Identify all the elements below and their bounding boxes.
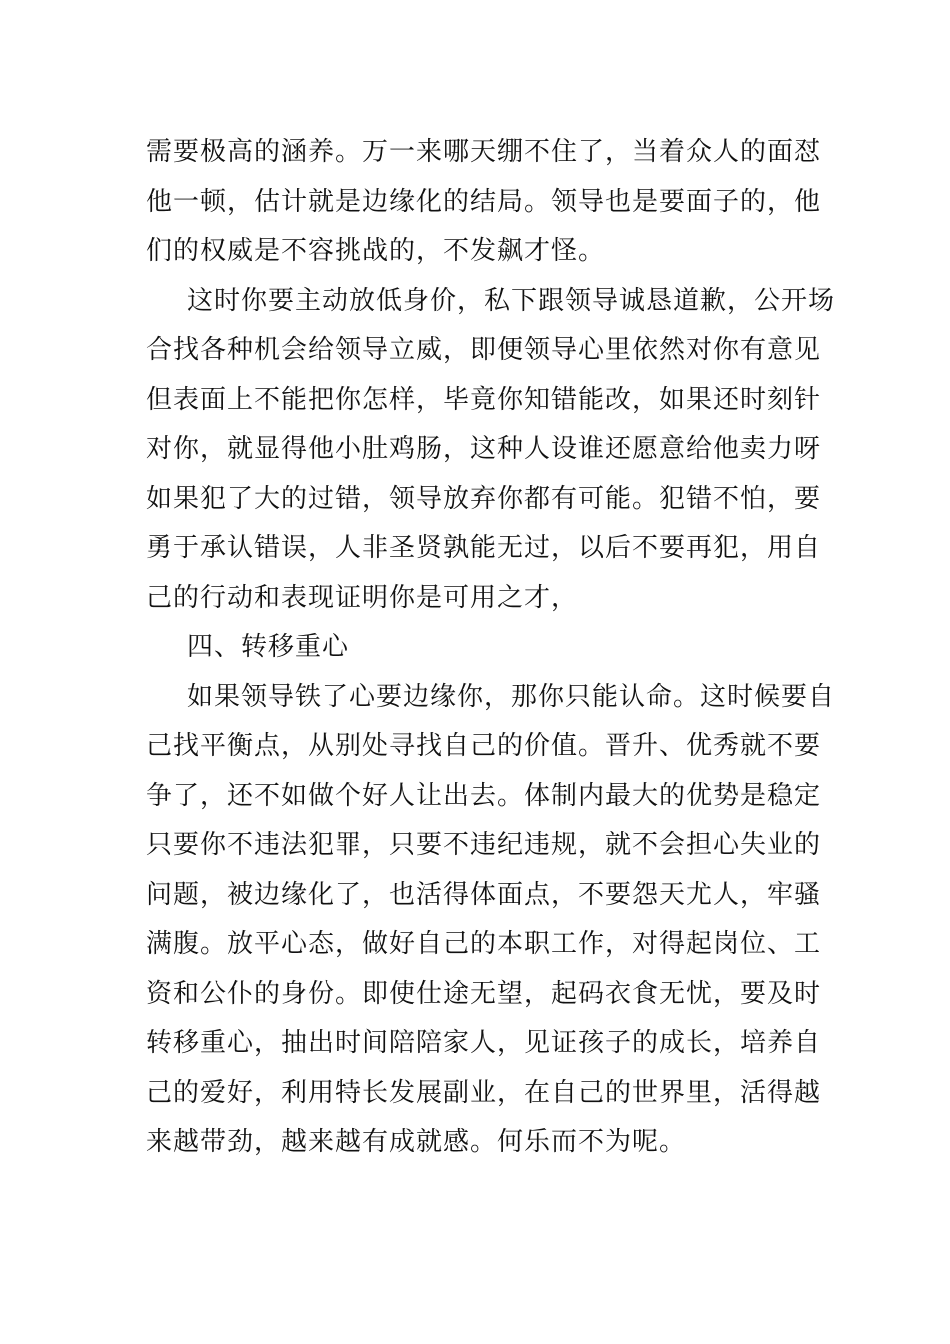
text-line-17: 满腹。放平心态，做好自己的本职工作，对得起岗位、工 <box>146 929 822 959</box>
text-line-20: 己的爱好，利用特长发展副业，在自己的世界里，活得越 <box>146 1077 822 1108</box>
text-line-14: 争了，还不如做个好人让出去。体制内最大的优势是稳定 <box>146 780 822 811</box>
text-line-13: 己找平衡点，从别处寻找自己的价值。晋升、优秀就不要 <box>146 731 822 761</box>
text-line-7: 对你，就显得他小肚鸡肠，这种人设谁还愿意给他卖力呀 <box>146 434 822 464</box>
text-line-1: 需要极高的涵养。万一来哪天绷不住了，当着众人的面怼 <box>146 137 822 167</box>
text-line-10: 己的行动和表现证明你是可用之才， <box>146 582 579 613</box>
text-line-21: 来越带劲，越来越有成就感。何乐而不为呢。 <box>146 1127 687 1157</box>
text-line-12: 如果领导铁了心要边缘你，那你只能认命。这时候要自 <box>187 681 836 712</box>
text-line-5: 合找各种机会给领导立威，即便领导心里依然对你有意见 <box>146 335 822 365</box>
text-line-16: 问题，被边缘化了，也活得体面点，不要怨天尤人，牢骚 <box>146 879 822 910</box>
text-line-18: 资和公仆的身份。即使仕途无望，起码衣食无忧，要及时 <box>146 978 822 1009</box>
text-line-19: 转移重心，抽出时间陪陪家人，见证孩子的成长，培养自 <box>146 1028 822 1058</box>
document-body <box>146 128 836 1168</box>
text-line-3: 们的权威是不容挑战的，不发飙才怪。 <box>146 236 606 266</box>
text-line-4: 这时你要主动放低身价，私下跟领导诚恳道歉，公开场 <box>187 285 836 316</box>
text-line-8: 如果犯了大的过错，领导放弃你都有可能。犯错不怕，要 <box>146 483 822 514</box>
text-line-15: 只要你不违法犯罪，只要不违纪违规，就不会担心失业的 <box>146 830 822 860</box>
text-line-2: 他一顿，估计就是边缘化的结局。领导也是要面子的，他 <box>146 186 822 217</box>
text-line-9: 勇于承认错误，人非圣贤孰能无过，以后不要再犯，用自 <box>146 533 822 563</box>
section-heading: 四、转移重心 <box>187 632 350 662</box>
text-line-6: 但表面上不能把你怎样，毕竟你知错能改，如果还时刻针 <box>146 384 822 415</box>
